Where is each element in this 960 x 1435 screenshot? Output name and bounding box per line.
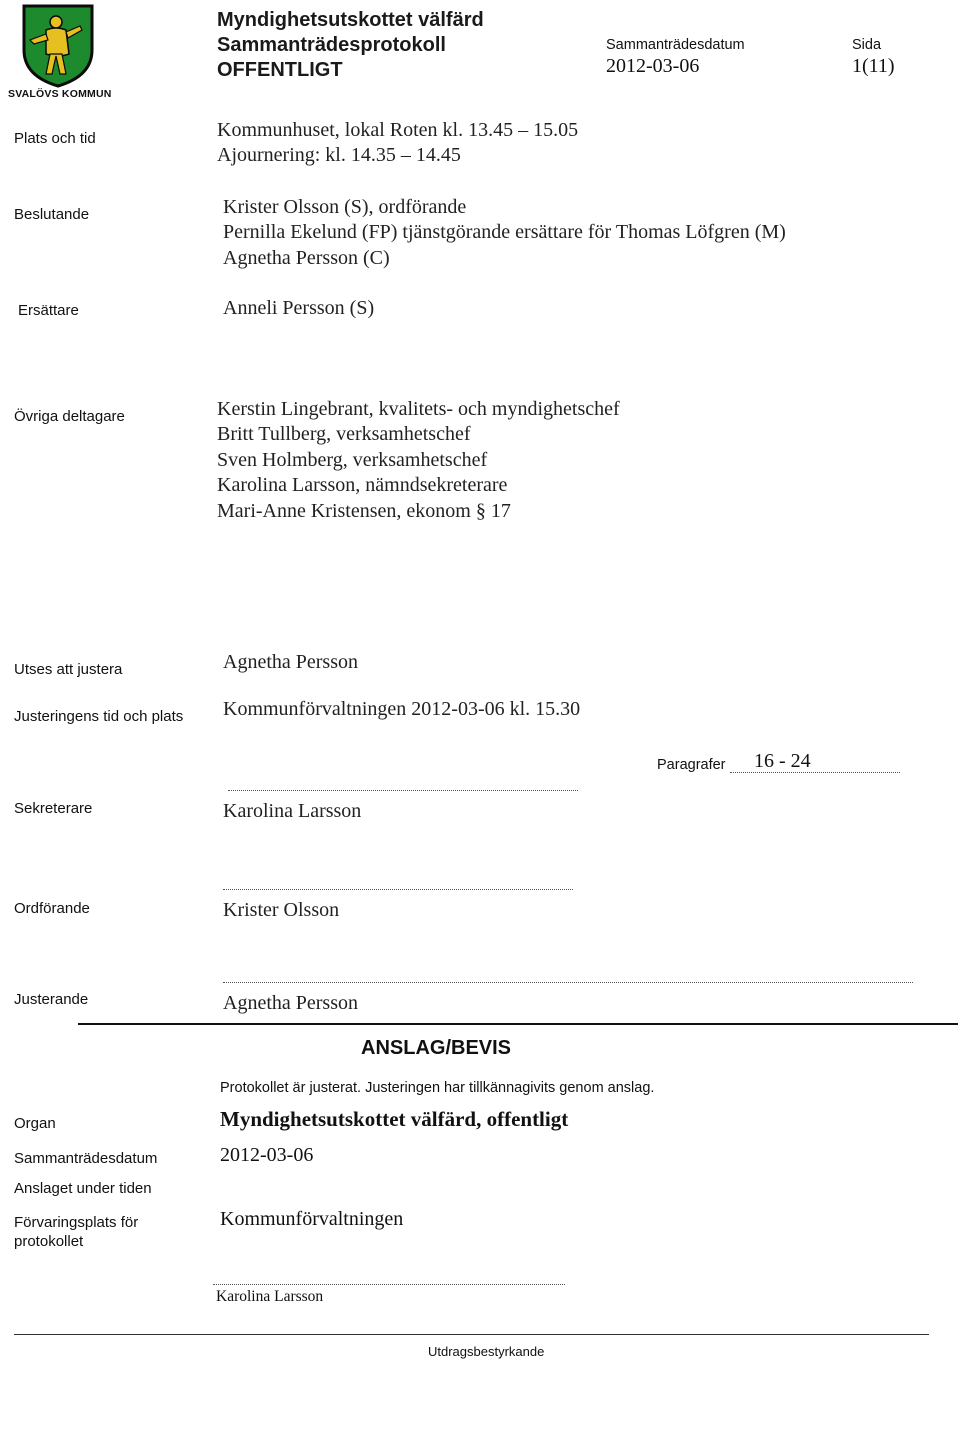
participant-3: Sven Holmberg, verksamhetschef [217,449,488,471]
chair-name: Krister Olsson [223,899,340,921]
participant-2: Britt Tullberg, verksamhetschef [217,423,471,445]
participant-5: Mari-Anne Kristensen, ekonom § 17 [217,500,511,522]
document-type: Sammanträdesprotokoll [217,34,446,56]
storage-value: Kommunförvaltningen [220,1208,404,1230]
section-divider [78,1023,958,1025]
page-label: Sida [852,37,882,53]
adjustment-time-place-label: Justeringens tid och plats [14,708,184,725]
decision-makers-label: Beslutande [14,206,90,223]
certification-label: Utdragsbestyrkande [428,1344,545,1359]
chair-signature-line [223,889,573,890]
adjusting-name: Agnetha Persson [223,992,358,1014]
meeting-date-value: 2012-03-06 [606,55,700,77]
decision-maker-1: Krister Olsson (S), ordförande [223,196,467,218]
notice-date-value: 2012-03-06 [220,1144,314,1166]
logo-caption: SVALÖVS KOMMUN [8,88,112,100]
coat-of-arms-icon [6,4,110,88]
place-time-line-1: Kommunhuset, lokal Roten kl. 13.45 – 15.05 [217,119,579,141]
paragraphs-underline [730,772,900,773]
participant-1: Kerstin Lingebrant, kvalitets- och myndighetschef [217,398,620,420]
place-time-label: Plats och tid [14,130,96,147]
adjuster-label: Utses att justera [14,661,123,678]
storage-label-line-2: protokollet [14,1233,84,1250]
notice-date-label: Sammanträdesdatum [14,1150,158,1167]
substitutes-label: Ersättare [18,302,79,319]
secretary-name: Karolina Larsson [223,800,362,822]
other-participants-label: Övriga deltagare [14,408,125,425]
chair-label: Ordförande [14,900,90,917]
meeting-date-label: Sammanträdesdatum [606,37,745,53]
secretary-signature-line [228,790,578,791]
adjusting-label: Justerande [14,991,89,1008]
notice-statement: Protokollet är justerat. Justeringen har tillkännagivits genom anslag. [220,1080,655,1096]
participant-4: Karolina Larsson, nämndsekreterare [217,474,508,496]
page-number: 1(11) [852,55,895,77]
posted-period-label: Anslaget under tiden [14,1180,152,1197]
organ-label: Organ [14,1115,56,1132]
signer-signature-line [213,1284,565,1285]
signer-name: Karolina Larsson [216,1288,324,1305]
organ-value: Myndighetsutskottet välfärd, offentligt [220,1107,569,1131]
storage-label-line-1: Förvaringsplats för [14,1214,139,1231]
classification: OFFENTLIGT [217,59,343,81]
decision-maker-3: Agnetha Persson (C) [223,247,390,269]
adjustment-time-place-value: Kommunförvaltningen 2012-03-06 kl. 15.30 [223,698,581,720]
substitute-1: Anneli Persson (S) [223,297,375,319]
committee-name: Myndighetsutskottet välfärd [217,9,484,31]
secretary-label: Sekreterare [14,800,93,817]
adjusting-signature-line [223,982,913,983]
paragraphs-value: 16 - 24 [754,750,811,772]
paragraphs-label: Paragrafer [657,757,726,773]
certification-line [14,1334,929,1335]
adjuster-name: Agnetha Persson [223,651,358,673]
municipality-logo [6,4,110,100]
notice-title: ANSLAG/BEVIS [361,1037,512,1059]
place-time-line-2: Ajournering: kl. 14.35 – 14.45 [217,144,461,166]
decision-maker-2: Pernilla Ekelund (FP) tjänstgörande ersättare för Thomas Löfgren (M) [223,221,786,243]
